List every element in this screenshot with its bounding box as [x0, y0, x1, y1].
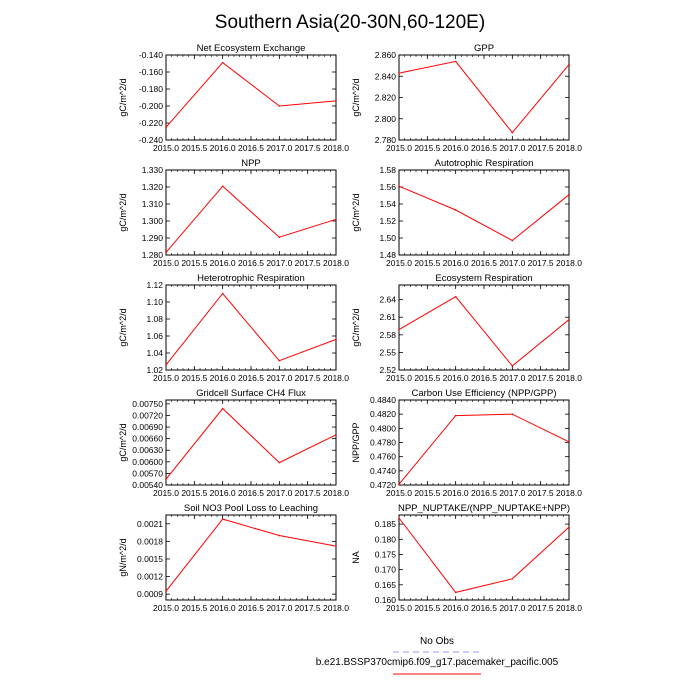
- y-tick-label: 0.170: [374, 564, 396, 575]
- x-tick-label: 2017.5: [527, 258, 554, 268]
- y-tick-label: 0.00540: [132, 480, 163, 490]
- x-tick-label: 2017.0: [499, 488, 526, 498]
- y-tick-label: 2.800: [374, 113, 396, 124]
- data-point: [222, 185, 224, 187]
- data-point: [455, 61, 457, 63]
- plot-frame: [399, 170, 569, 255]
- x-tick-label: 2016.5: [471, 488, 497, 498]
- y-tick-label: -0.180: [138, 84, 163, 94]
- x-tick-label: 2017.5: [527, 488, 554, 498]
- x-tick-label: 2015.5: [181, 373, 208, 383]
- legend: [316, 636, 559, 674]
- x-tick-label: 2017.0: [266, 143, 293, 153]
- y-tick-label: 0.0018: [137, 536, 163, 547]
- y-tick-label: 0.4780: [370, 437, 396, 448]
- x-tick-label: 2016.5: [471, 373, 497, 383]
- y-tick-label: 0.0009: [137, 589, 163, 600]
- x-tick-label: 2017.5: [527, 603, 554, 613]
- figure-title: Southern Asia(20-30N,60-120E): [214, 12, 486, 33]
- x-tick-label: 2016.0: [442, 603, 469, 613]
- x-tick-label: 2018.0: [323, 373, 349, 383]
- y-tick-label: 2.64: [379, 294, 396, 305]
- data-point: [455, 592, 457, 594]
- x-tick-label: 2018.0: [323, 258, 349, 268]
- plot-frame: [166, 170, 336, 255]
- y-tick-label: 0.00690: [132, 422, 163, 433]
- x-tick-label: 2015.0: [153, 488, 179, 498]
- y-tick-label: 1.08: [146, 314, 163, 324]
- data-point: [165, 590, 167, 592]
- panels: [118, 43, 582, 613]
- legend-label-no-obs: No Obs: [420, 636, 454, 647]
- x-tick-label: 2015.5: [414, 373, 441, 383]
- x-tick-label: 2017.5: [527, 143, 554, 153]
- data-point: [222, 408, 224, 410]
- x-tick-label: 2015.0: [386, 258, 412, 268]
- data-point: [512, 240, 514, 242]
- y-tick-label: 0.4800: [370, 423, 396, 434]
- y-tick-label: 0.4840: [370, 395, 396, 405]
- data-point: [398, 483, 400, 485]
- data-point: [335, 100, 337, 102]
- data-point: [398, 329, 400, 331]
- x-tick-label: 2015.5: [414, 488, 441, 498]
- x-tick-label: 2017.0: [499, 603, 526, 613]
- panel-title: Carbon Use Efficiency (NPP/GPP): [411, 388, 557, 399]
- x-tick-label: 2015.0: [386, 373, 412, 383]
- x-tick-label: 2016.0: [209, 488, 236, 498]
- plot-frame: [399, 515, 569, 600]
- data-point: [165, 364, 167, 366]
- x-tick-label: 2015.5: [181, 143, 208, 153]
- y-tick-label: 1.06: [146, 331, 163, 341]
- x-tick-label: 2017.0: [266, 488, 293, 498]
- series-line: [166, 186, 336, 252]
- data-point: [455, 296, 457, 298]
- data-point: [512, 413, 514, 415]
- data-point: [279, 236, 281, 238]
- x-tick-label: 2017.5: [527, 373, 554, 383]
- x-tick-label: 2016.0: [209, 603, 236, 613]
- series-line: [399, 186, 569, 240]
- y-tick-label: 0.4820: [370, 409, 396, 420]
- y-axis-label: gC/m^2/d: [351, 193, 361, 232]
- x-tick-label: 2017.5: [294, 603, 321, 613]
- x-tick-label: 2018.0: [556, 143, 582, 153]
- x-tick-label: 2015.0: [153, 143, 179, 153]
- y-tick-label: 1.48: [379, 250, 396, 260]
- y-tick-label: 0.185: [374, 519, 396, 530]
- x-tick-label: 2016.0: [209, 373, 236, 383]
- y-tick-label: 2.58: [379, 329, 396, 340]
- y-tick-label: 1.330: [141, 165, 163, 175]
- y-tick-label: 0.4760: [370, 451, 396, 462]
- data-point: [165, 478, 167, 480]
- x-tick-label: 2017.5: [294, 488, 321, 498]
- x-tick-label: 2015.5: [181, 258, 208, 268]
- y-tick-label: 0.160: [374, 595, 396, 605]
- data-point: [568, 526, 570, 528]
- x-tick-label: 2015.5: [414, 258, 441, 268]
- y-axis-label: gC/m^2/d: [118, 78, 128, 117]
- x-tick-label: 2015.0: [386, 603, 412, 613]
- y-tick-label: 0.4740: [370, 465, 396, 476]
- x-tick-label: 2015.5: [414, 143, 441, 153]
- chart-panel-5: [351, 273, 582, 383]
- data-point: [335, 434, 337, 436]
- series-line: [166, 63, 336, 128]
- series-line: [166, 409, 336, 480]
- y-axis-label: gC/m^2/d: [351, 78, 361, 117]
- chart-panel-4: [118, 273, 349, 383]
- x-tick-label: 2015.5: [181, 488, 208, 498]
- series-line: [399, 297, 569, 366]
- data-point: [398, 185, 400, 187]
- panel-title: Net Ecosystem Exchange: [196, 43, 306, 54]
- y-tick-label: 1.58: [379, 165, 396, 175]
- plot-frame: [399, 285, 569, 370]
- data-point: [568, 441, 570, 443]
- y-tick-label: 1.54: [379, 199, 396, 209]
- x-tick-label: 2016.0: [209, 258, 236, 268]
- y-tick-label: 1.02: [146, 365, 163, 375]
- series-line: [166, 294, 336, 365]
- y-tick-label: 1.52: [379, 216, 396, 226]
- y-tick-label: 2.61: [379, 312, 396, 323]
- data-point: [222, 293, 224, 295]
- data-point: [568, 64, 570, 66]
- chart-panel-9: [351, 503, 582, 613]
- data-point: [222, 518, 224, 520]
- y-tick-label: 0.00600: [132, 456, 163, 467]
- y-tick-label: 2.55: [379, 347, 396, 358]
- x-tick-label: 2016.5: [471, 258, 497, 268]
- data-point: [568, 319, 570, 321]
- chart-panel-2: [118, 158, 349, 268]
- y-axis-label: gC/m^2/d: [351, 308, 361, 347]
- data-point: [335, 545, 337, 547]
- y-tick-label: 1.320: [141, 182, 163, 192]
- data-point: [165, 126, 167, 128]
- y-tick-label: -0.160: [138, 67, 163, 77]
- panel-title: NPP_NUPTAKE/(NPP_NUPTAKE+NPP): [397, 503, 571, 514]
- y-tick-label: 1.290: [141, 233, 163, 243]
- panel-title: Soil NO3 Pool Loss to Leaching: [183, 503, 319, 514]
- y-tick-label: 2.860: [374, 50, 396, 60]
- x-tick-label: 2017.5: [294, 143, 321, 153]
- panel-title: Ecosystem Respiration: [435, 273, 533, 284]
- data-point: [165, 252, 167, 254]
- data-point: [398, 517, 400, 519]
- panel-title: NPP: [241, 158, 261, 169]
- panel-title: Heterotrophic Respiration: [197, 273, 305, 284]
- x-tick-label: 2018.0: [556, 258, 582, 268]
- chart-panel-0: [118, 43, 349, 153]
- x-tick-label: 2015.5: [181, 603, 208, 613]
- y-tick-label: 0.4720: [370, 480, 396, 490]
- plot-frame: [399, 400, 569, 485]
- y-tick-label: 0.180: [374, 534, 396, 545]
- y-tick-label: 2.780: [374, 135, 396, 145]
- x-tick-label: 2015.0: [386, 488, 412, 498]
- y-tick-label: 0.00720: [132, 410, 163, 421]
- x-tick-label: 2018.0: [556, 373, 582, 383]
- x-tick-label: 2016.5: [471, 143, 497, 153]
- y-tick-label: 1.04: [146, 348, 163, 358]
- y-tick-label: 1.12: [146, 280, 163, 290]
- x-tick-label: 2017.0: [266, 603, 293, 613]
- x-tick-label: 2017.5: [294, 258, 321, 268]
- data-point: [512, 132, 514, 134]
- y-axis-label: NPP/GPP: [351, 422, 361, 463]
- x-tick-label: 2017.0: [499, 258, 526, 268]
- y-tick-label: -0.200: [138, 101, 163, 111]
- y-tick-label: 0.0021: [137, 518, 163, 529]
- series-line: [399, 61, 569, 132]
- y-tick-label: -0.140: [138, 50, 163, 60]
- y-tick-label: -0.240: [138, 135, 163, 145]
- y-axis-label: gC/m^2/d: [118, 423, 128, 462]
- x-tick-label: 2016.5: [238, 258, 264, 268]
- y-tick-label: 1.50: [379, 233, 396, 243]
- chart-panel-6: [118, 388, 349, 498]
- y-tick-label: 0.0015: [137, 553, 163, 564]
- y-tick-label: 0.0012: [137, 571, 163, 582]
- y-tick-label: -0.220: [138, 118, 163, 128]
- panel-title: Autotrophic Respiration: [434, 158, 534, 169]
- x-tick-label: 2017.0: [499, 143, 526, 153]
- series-line: [399, 414, 569, 484]
- series-line: [166, 519, 336, 591]
- x-tick-label: 2015.0: [153, 603, 179, 613]
- x-tick-label: 2016.0: [442, 373, 469, 383]
- y-tick-label: 0.165: [374, 579, 396, 590]
- y-axis-label: gC/m^2/d: [118, 308, 128, 347]
- x-tick-label: 2016.0: [442, 258, 469, 268]
- y-tick-label: 0.00660: [132, 433, 163, 444]
- x-tick-label: 2018.0: [323, 603, 349, 613]
- x-tick-label: 2016.5: [238, 603, 264, 613]
- x-tick-label: 2018.0: [556, 603, 582, 613]
- data-point: [398, 72, 400, 74]
- data-point: [279, 535, 281, 537]
- y-tick-label: 1.300: [141, 216, 163, 226]
- data-point: [335, 219, 337, 221]
- y-tick-label: 2.52: [379, 365, 396, 375]
- chart-panel-3: [351, 158, 582, 268]
- data-point: [568, 194, 570, 196]
- y-tick-label: 1.310: [141, 199, 163, 209]
- x-tick-label: 2015.5: [414, 603, 441, 613]
- chart-panel-7: [351, 388, 582, 498]
- data-point: [279, 360, 281, 362]
- x-tick-label: 2018.0: [323, 143, 349, 153]
- x-tick-label: 2018.0: [323, 488, 349, 498]
- y-tick-label: 1.56: [379, 182, 396, 192]
- y-axis-label: NA: [351, 551, 361, 564]
- y-tick-label: 0.00630: [132, 445, 163, 456]
- y-tick-label: 1.280: [141, 250, 163, 260]
- plot-frame: [166, 400, 336, 485]
- x-tick-label: 2016.5: [238, 143, 264, 153]
- chart-panel-8: [118, 503, 349, 613]
- x-tick-label: 2017.5: [294, 373, 321, 383]
- data-point: [455, 415, 457, 417]
- panel-title: GPP: [473, 43, 495, 54]
- y-axis-label: gN/m^2/d: [118, 538, 128, 577]
- x-tick-label: 2017.0: [266, 258, 293, 268]
- y-tick-label: 2.820: [374, 92, 396, 103]
- legend-label-model: b.e21.BSSP370cmip6.f09_g17.pacemaker_pacific.005: [315, 657, 559, 668]
- y-tick-label: 0.175: [374, 549, 396, 560]
- data-point: [335, 339, 337, 341]
- x-tick-label: 2016.5: [238, 373, 264, 383]
- x-tick-label: 2017.0: [499, 373, 526, 383]
- data-point: [512, 365, 514, 367]
- x-tick-label: 2016.0: [442, 143, 469, 153]
- data-point: [279, 105, 281, 107]
- x-tick-label: 2015.0: [153, 373, 179, 383]
- y-tick-label: 1.10: [146, 297, 163, 307]
- y-tick-label: 0.00750: [132, 398, 163, 409]
- data-point: [279, 462, 281, 464]
- x-tick-label: 2016.5: [238, 488, 264, 498]
- x-tick-label: 2016.0: [442, 488, 469, 498]
- x-tick-label: 2018.0: [556, 488, 582, 498]
- x-tick-label: 2016.5: [471, 603, 497, 613]
- y-tick-label: 2.840: [374, 71, 396, 82]
- series-line: [399, 518, 569, 592]
- y-tick-label: 0.00570: [132, 468, 163, 479]
- data-point: [455, 209, 457, 211]
- x-tick-label: 2016.0: [209, 143, 236, 153]
- panel-title: Gridcell Surface CH4 Flux: [196, 388, 306, 399]
- chart-panel-1: [351, 43, 582, 153]
- data-point: [512, 578, 514, 580]
- x-tick-label: 2017.0: [266, 373, 293, 383]
- x-tick-label: 2015.0: [153, 258, 179, 268]
- data-point: [222, 62, 224, 64]
- x-tick-label: 2015.0: [386, 143, 412, 153]
- y-axis-label: gC/m^2/d: [118, 193, 128, 232]
